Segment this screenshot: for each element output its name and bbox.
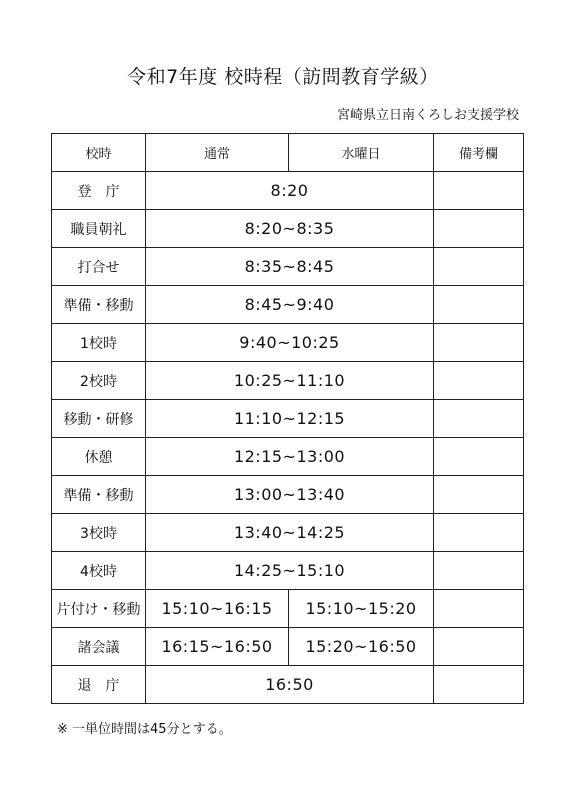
time-cell: 10:25~11:10 (146, 362, 434, 400)
remarks-cell (434, 666, 524, 704)
timetable (51, 133, 524, 704)
table-row (52, 172, 524, 210)
period-label: 片付け・移動 (52, 590, 146, 628)
time-cell-wednesday: 15:20~16:50 (289, 628, 434, 666)
time-cell: 9:40~10:25 (146, 324, 434, 362)
table-row (52, 286, 524, 324)
time-cell: 8:20 (146, 172, 434, 210)
period-label: 3校時 (52, 514, 146, 552)
header-normal: 通常 (146, 134, 289, 172)
period-label: 1校時 (52, 324, 146, 362)
remarks-cell (434, 476, 524, 514)
table-row (52, 248, 524, 286)
page-title: 令和7年度 校時程（訪問教育学級） (127, 66, 439, 88)
time-cell: 12:15~13:00 (146, 438, 434, 476)
time-cell: 13:00~13:40 (146, 476, 434, 514)
remarks-cell (434, 248, 524, 286)
table-row (52, 400, 524, 438)
footnote: ※ 一単位時間は45分とする。 (57, 722, 232, 737)
time-cell: 14:25~15:10 (146, 552, 434, 590)
remarks-cell (434, 324, 524, 362)
time-cell: 8:45~9:40 (146, 286, 434, 324)
table-row (52, 362, 524, 400)
time-cell-normal: 16:15~16:50 (146, 628, 289, 666)
remarks-cell (434, 628, 524, 666)
timetable-body (52, 172, 524, 704)
time-cell: 11:10~12:15 (146, 400, 434, 438)
header-row (52, 134, 524, 172)
period-label: 準備・移動 (52, 476, 146, 514)
header-period: 校時 (52, 134, 146, 172)
school-name: 宮崎県立日南くろしお支援学校 (336, 108, 519, 123)
remarks-cell (434, 400, 524, 438)
time-cell-normal: 15:10~16:15 (146, 590, 289, 628)
table-row (52, 438, 524, 476)
period-label: 休憩 (52, 438, 146, 476)
remarks-cell (434, 362, 524, 400)
period-label: 4校時 (52, 552, 146, 590)
period-label: 2校時 (52, 362, 146, 400)
period-label: 職員朝礼 (52, 210, 146, 248)
table-row (52, 476, 524, 514)
time-cell: 13:40~14:25 (146, 514, 434, 552)
remarks-cell (434, 438, 524, 476)
remarks-cell (434, 514, 524, 552)
table-row (52, 514, 524, 552)
remarks-cell (434, 552, 524, 590)
table-row (52, 590, 524, 628)
header-wednesday: 水曜日 (289, 134, 434, 172)
remarks-cell (434, 590, 524, 628)
period-label: 打合せ (52, 248, 146, 286)
time-cell: 16:50 (146, 666, 434, 704)
remarks-cell (434, 172, 524, 210)
table-row (52, 210, 524, 248)
table-row (52, 628, 524, 666)
table-row (52, 552, 524, 590)
period-label: 準備・移動 (52, 286, 146, 324)
period-label: 退 庁 (52, 666, 146, 704)
remarks-cell (434, 286, 524, 324)
time-cell-wednesday: 15:10~15:20 (289, 590, 434, 628)
table-row (52, 666, 524, 704)
time-cell: 8:35~8:45 (146, 248, 434, 286)
period-label: 諸会議 (52, 628, 146, 666)
remarks-cell (434, 210, 524, 248)
time-cell: 8:20~8:35 (146, 210, 434, 248)
period-label: 登 庁 (52, 172, 146, 210)
period-label: 移動・研修 (52, 400, 146, 438)
header-remarks: 備考欄 (434, 134, 524, 172)
table-row (52, 324, 524, 362)
